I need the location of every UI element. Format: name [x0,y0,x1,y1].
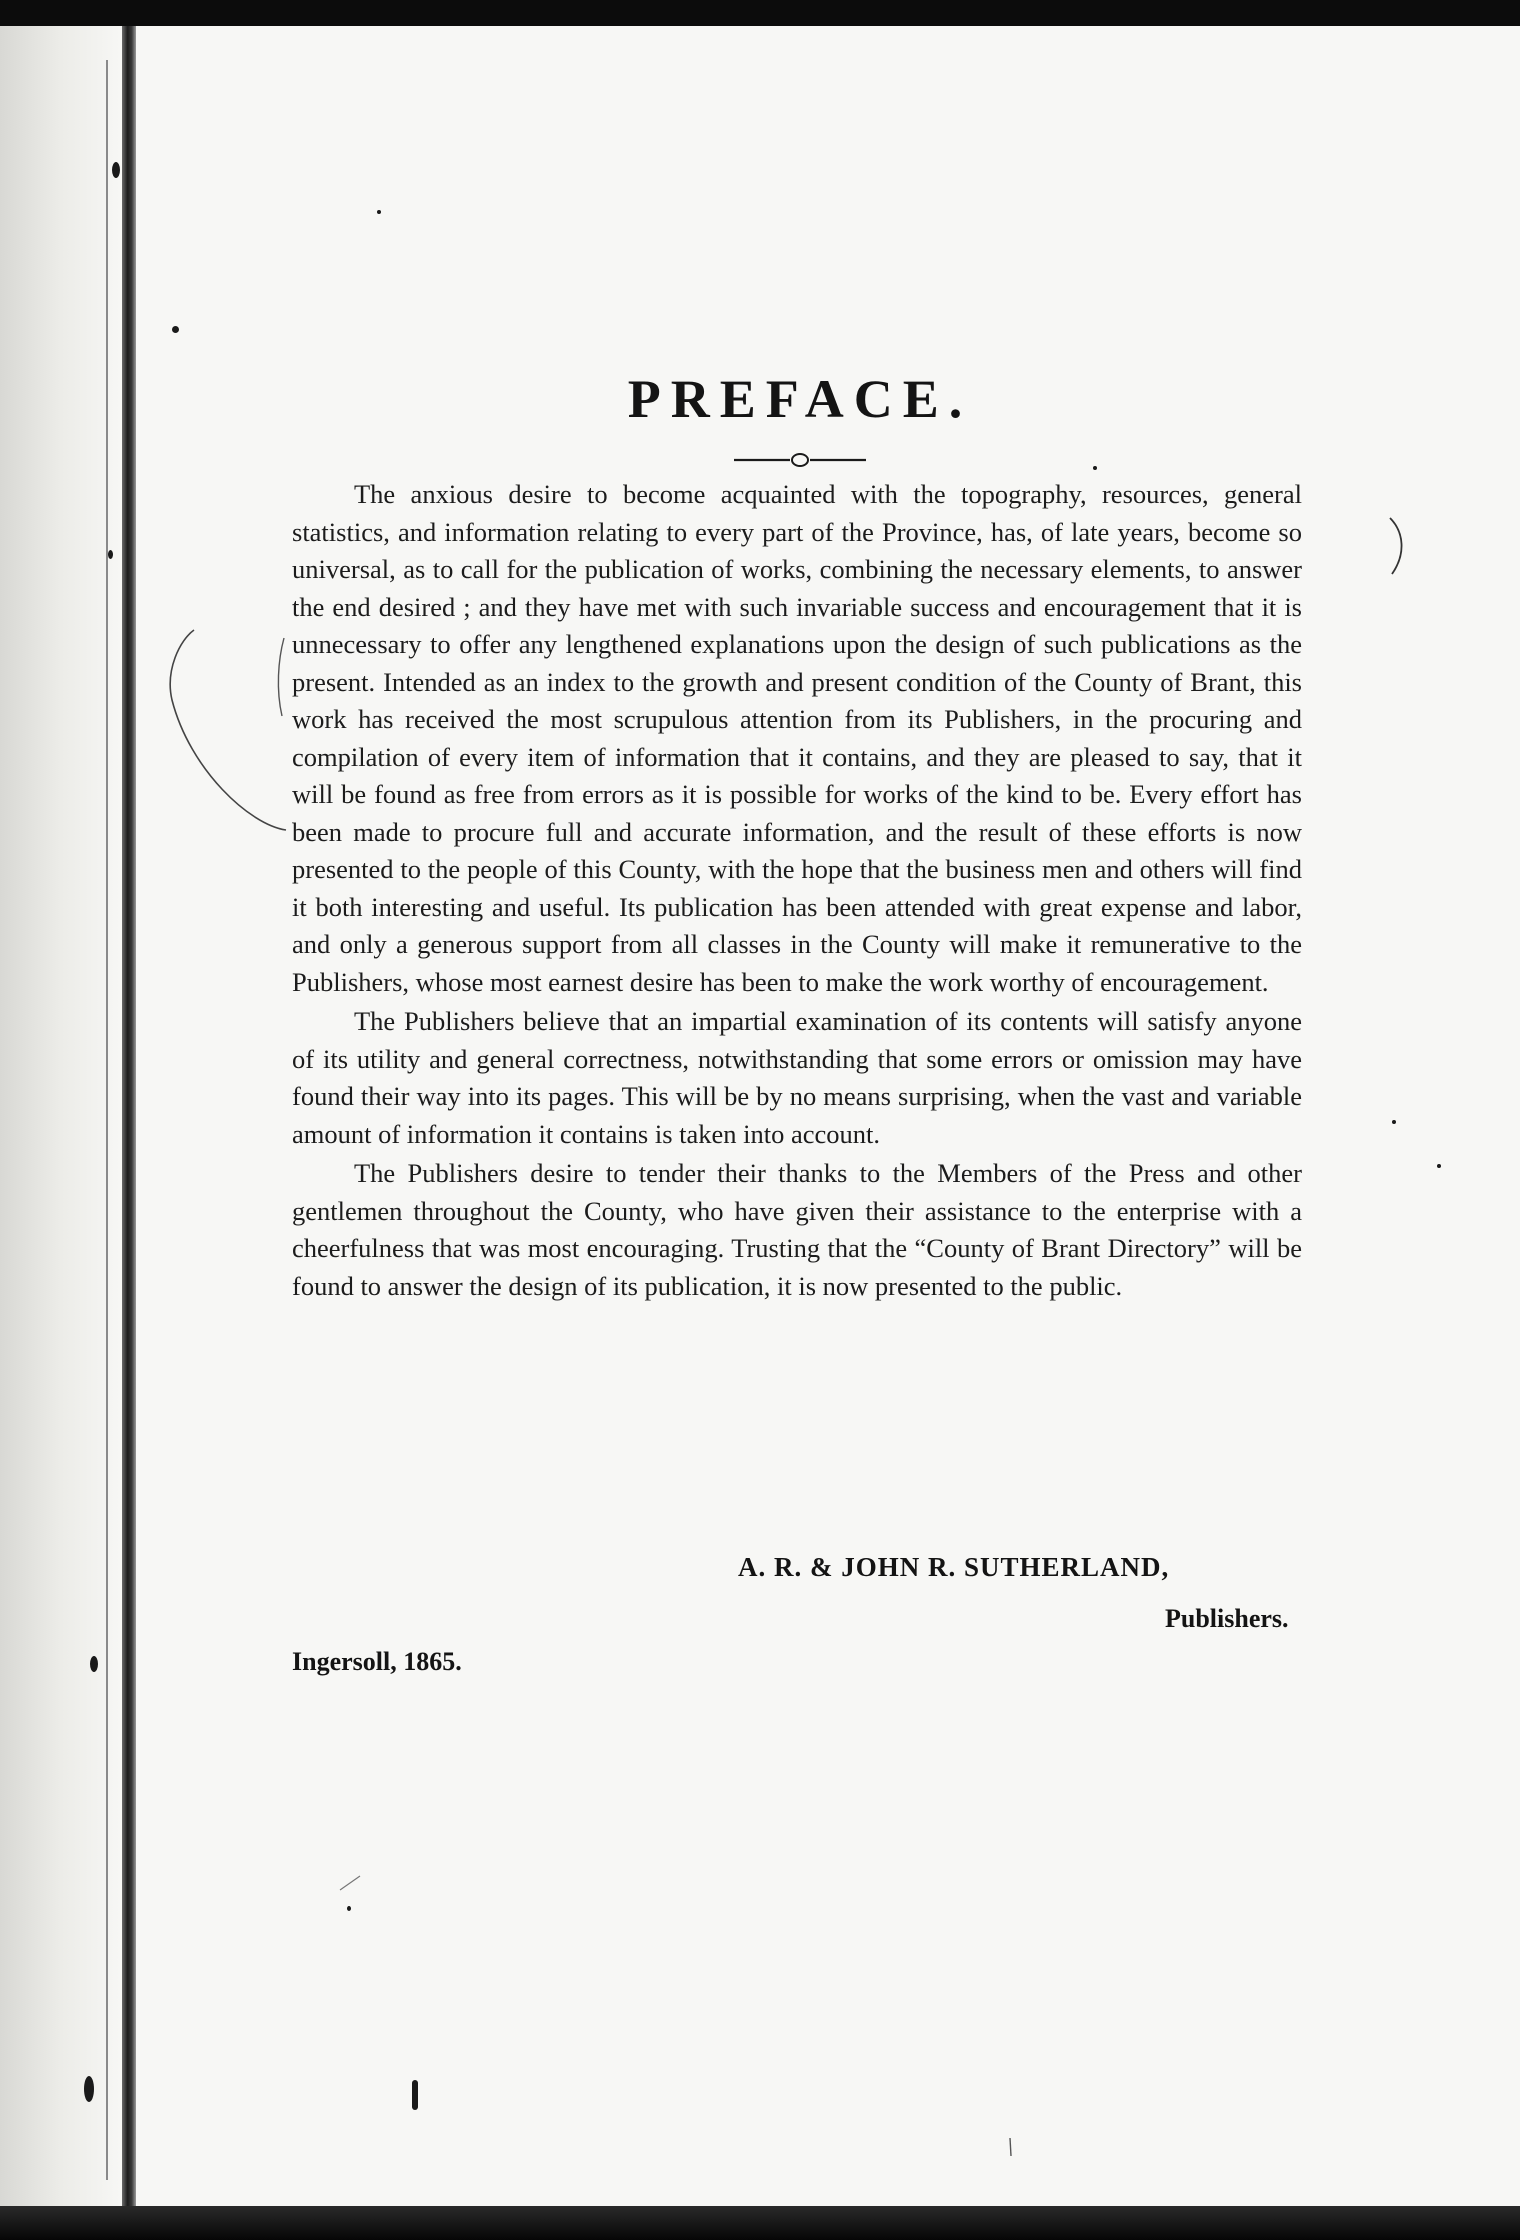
page-title: PREFACE. [627,369,973,429]
scan-speck [1392,1120,1396,1124]
scan-speck [412,2080,418,2110]
scan-bottom-border [0,2206,1520,2240]
scan-top-border [0,0,1520,26]
preface-paragraph: The Publishers believe that an impartial examination of its contents will satisfy anyone of its utility and general correctness, notwithstanding that some errors or omission may have found their way into its pages. This will be by no means surprising, when the vast and variable amount of information it contains is taken into account. [292,1006,1302,1149]
scan-speck [1093,466,1097,470]
scan-speck [347,1906,351,1911]
scan-speck [1437,1164,1441,1168]
scan-speck [84,2076,94,2102]
signature-role: Publishers. [1165,1604,1289,1633]
pen-mark [1384,514,1414,578]
place-and-date: Ingersoll, 1865. [292,1647,462,1676]
scan-speck [112,162,120,178]
preface-body [292,476,1302,1305]
title-ornament-rule [734,452,866,468]
scan-speck [172,326,179,333]
pen-mark [1004,2136,1016,2158]
binding-edge [122,20,136,2220]
pen-mark [150,620,290,840]
scan-speck [377,210,381,214]
preface-paragraph: The Publishers desire to tender their thanks to the Members of the Press and other gentlemen throughout the County, who have given their assistance to the enterprise with a cheerfulness that was most encouraging. Trusting that the “County of Brant Directory” will be found to answer the design of its publication, it is now presented to the public. [292,1158,1302,1301]
scan-speck [108,550,113,559]
signature-names: A. R. & JOHN R. SUTHERLAND, [738,1552,1170,1582]
scan-speck [90,1656,98,1672]
preface-paragraph: The anxious desire to become acquainted with the topography, resources, general statistics, and information relating to every part of the Province, has, of late years, become so universal, as to call for the publication of works, combining the necessary elements, to answer the end desired ; and they have met with such invariable success and encouragement that it is unnecessary to offer any lengthened explanations upon the design of such publications as the present. Intended as an index to the growth and present condition of the County of Brant, this work has received the most scrupulous attention from its Publishers, in the procuring and compilation of every item of information that it contains, and they are pleased to say, that it will be found as free from errors as it is possible for works of the kind to be. Every effort has been made to procure full and accurate information, and the result of these efforts is now presented to the people of this County, with the hope that the business men and others will find it both interesting and useful. Its publication has been attended with great expense and labor, and only a generous support from all classes in the County will make it remunerative to the Publishers, whose most earnest desire has been to make the work worthy of encouragement. [292,479,1302,997]
page-gutter [0,0,120,2240]
pen-mark [338,1874,362,1892]
